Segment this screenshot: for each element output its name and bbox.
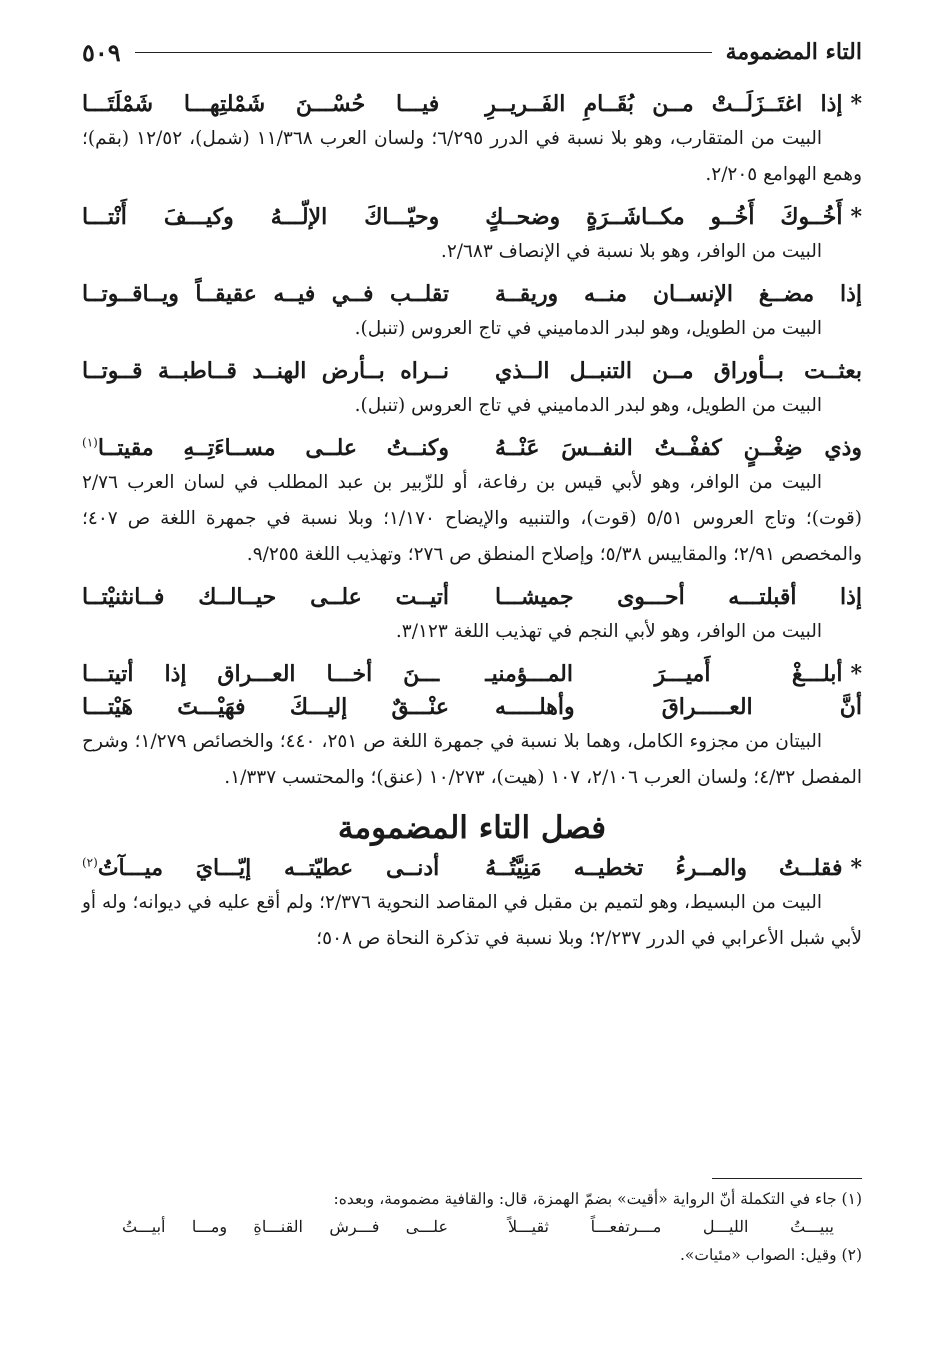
verse-marker: *: [850, 661, 862, 687]
first-hemistich: فقلــتُ والمــرءُ تخطيــه مَنِيَّتُــهُ: [485, 855, 843, 881]
footnote-2: (٢) وقيل: الصواب «مئيات».: [680, 1246, 862, 1264]
first-hemistich: إذا مضــغ الإنســان منــه وريقــة: [495, 281, 862, 307]
verse-reference: البيتان من مجزوء الكامل، وهما بلا نسبة في جمهرة اللغة ص ٢٥١، ٤٤٠؛ والخصائص ١/٢٧٩؛ وشرح المفصل ٤/٣٢؛ ولسان العرب ٢/١٠٦، ١٠٧ (هيت)، ١٠/٢٧٣ (عنق)؛ والمحتسب ١/٣٣٧.: [82, 731, 862, 788]
first-hemistich: أبلـــغْ أَميـــرَ المـــؤمنيـ: [485, 661, 843, 687]
verse-reference: البيت من الوافر، وهو بلا نسبة في الإنصاف ٢/٦٨٣.: [440, 241, 822, 262]
first-hemistich: إذا اغتَــزَلَــتْ مــن بُقَــامِ الفَــريــرِ: [485, 91, 843, 117]
second-hemistich: فيـــا حُسْـــنَ شَمْلتِهـــا شَمْلَتَـــا: [81, 91, 440, 117]
second-hemistich: وحيّـــاكَ الإلّـــهُ وكيـــفَ أَنْتـــا: [81, 204, 440, 230]
footnote-second-hemistich: علـــى فـــرش القنـــاةِ ومـــا أبيـــتُ: [122, 1217, 448, 1236]
chapter-title: فصل التاء المضمومة: [337, 810, 607, 846]
verse-line: [82, 432, 862, 465]
page-number: ٥٠٩: [82, 37, 121, 67]
verse-marker: *: [850, 855, 862, 881]
verse-line: [82, 201, 862, 234]
footnote-1: (١) جاء في التكملة أنّ الرواية «أقيت» بضمّ الهمزة، قال: والقافية مضمومة، وبعده:: [333, 1190, 862, 1208]
verse-reference: البيت من الطويل، وهو لبدر الدماميني في تاج العروس (تنبل).: [354, 395, 822, 416]
page-header: [82, 32, 862, 72]
second-hemistich: عنْـــقٌ إليـــكَ فهَيْـــتَ هَيْتـــا: [82, 694, 449, 720]
footnote-ref-2[interactable]: (٢): [81, 855, 98, 870]
verse-line: [82, 658, 862, 691]
first-hemistich: أَخُــوكَ أَخُــو مكــاشَــرَةٍ وضحــكٍ: [485, 204, 843, 230]
verse-reference: البيت من الوافر، وهو لأبي النجم في تهذيب اللغة ٣/١٢٣.: [395, 621, 822, 642]
verse-line: [82, 852, 862, 885]
first-hemistich: بعثــت بــأوراق مــن التنبــل الــذي: [495, 358, 862, 384]
verse-line: [82, 355, 862, 388]
second-hemistich: تقلــب فــي فيــه عقيقــاً ويــاقــوتــا: [82, 281, 449, 307]
footnote-separator: [712, 1178, 862, 1179]
verse-reference: البيت من الطويل، وهو لبدر الدماميني في تاج العروس (تنبل).: [354, 318, 822, 339]
verse-reference: البيت من الوافر، وهو لأبي قيس بن رفاعة، أو للزّبير بن عبد المطلب في لسان العرب ٢/٧٦ (قوت)؛ وتاج العروس ٥/٥١ (قوت)، والتنبيه والإيضاح ١/١٧٠؛ وبلا نسبة في جمهرة اللغة ص ٤٠٧؛ والمخصص ٢/٩١؛ والمقاييس ٥/٣٨؛ وإصلاح المنطق ص ٢٧٦؛ وتهذيب اللغة ٩/٢٥٥.: [82, 472, 862, 565]
footnotes: [82, 1178, 862, 1269]
verse-marker: *: [850, 91, 862, 117]
second-hemistich: نــراه بــأرض الهنــد قــاطبــة قــوتــا: [82, 358, 449, 384]
header-rule: [135, 52, 712, 53]
first-hemistich: إذا أقبلتـــه أحـــوى جميشـــا: [495, 584, 862, 610]
verse-line: [82, 88, 862, 121]
first-hemistich: أنَّ العـــــراقَ وأهلـــــه: [495, 694, 862, 720]
verse-reference: البيت من المتقارب، وهو بلا نسبة في الدرر ٦/٢٩٥؛ ولسان العرب ١١/٣٦٨ (شمل)، ١٢/٥٢ (بقم)؛ وهمع الهوامع ٢/٢٠٥.: [82, 128, 862, 185]
second-hemistich: [82, 432, 449, 465]
verse-line: [82, 691, 862, 724]
footnote-verse: [82, 1213, 862, 1241]
second-hemistich-text: أدنــى عطيّتــه إيّـــايَ ميـــآتُ: [97, 855, 440, 881]
footnote-first-hemistich: يبيـــتُ الليـــل مـــرتفعـــاً ثقيـــلاً: [508, 1217, 834, 1236]
second-hemistich: أتيــت علــى حيــالــك فــانثنيْتــا: [82, 584, 449, 610]
first-hemistich: وذي ضِغْــنٍ كففْــتُ النفــسَ عَنْــهُ: [495, 435, 862, 461]
page-body: [82, 88, 862, 965]
verse-line: [82, 278, 862, 311]
second-hemistich-text: وكنــتُ علــى مســاءَتِــهِ مقيتــا: [97, 435, 449, 461]
running-section-title: التاء المضمومة: [725, 39, 862, 65]
verse-marker: *: [850, 204, 862, 230]
second-hemistich: ـــنَ أخـــا العـــراق إذا أتيتـــا: [81, 661, 440, 687]
second-hemistich: [82, 852, 439, 885]
footnote-ref-1[interactable]: (١): [82, 435, 98, 450]
verse-line: [82, 581, 862, 614]
verse-reference: البيت من البسيط، وهو لتميم بن مقبل في المقاصد النحوية ٢/٣٧٦؛ ولم أقع عليه في ديوانه؛ وله أو لأبي شبل الأعرابي في الدرر ٢/٢٣٧؛ وبلا نسبة في تذكرة النحاة ص ٥٠٨؛: [82, 892, 862, 949]
